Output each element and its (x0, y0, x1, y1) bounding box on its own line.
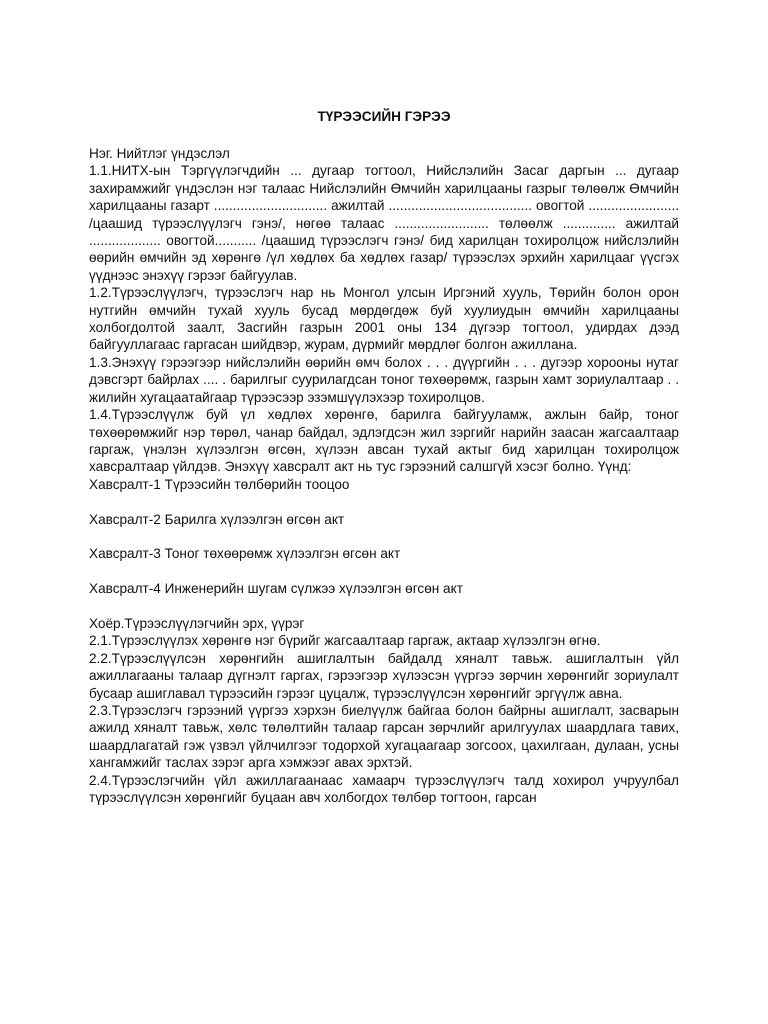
spacer (89, 493, 679, 510)
paragraph: 2.1.Түрээслүүлэх хөрөнгө нэг бүрийг жагсаалтаар гаргаж, актаар хүлээлгэн өгнө. (89, 633, 601, 649)
section-heading: Нэг. Нийтлэг үндэслэл (89, 146, 230, 161)
attachment-line: Хавсралт-3 Тоног төхөөрөмж хүлээлгэн өгсөн акт (89, 546, 401, 562)
attachment-line: Хавсралт-4 Инженерийн шугам сүлжээ хүлээлгэн өгсөн акт (89, 581, 463, 597)
section-heading: Хоёр.Түрээслүүлэгчийн эрх, үүрэг (89, 615, 305, 631)
paragraph: 2.4.Түрээслэгчийн үйл ажиллагаанаас хамаарч түрээслүүлэгч талд хохирол учруулбал түрээслүүлсэн хөрөнгийг буцаан авч холбогдох төлбөр тогтоон, гарсан (89, 772, 679, 805)
paragraph: 2.3.Түрээслэгч гэрээний үүргээ хэрхэн биелүүлж байгаа болон байрны ашиглалт, засварын ажилд хяналт тавьж, хөлс төлөлтийн талаар гарсан зөрчлийг арилгуулах шаардлага тавих, шаардлагатай гэж үзвэл үйлчилгээг тодорхой хугацаагаар зогсоох, цахилгаан, дулаан, усны хангамжийг таслах зэрэг арга хэмжээг авах эрхтэй. (89, 702, 679, 771)
paragraph: 1.4.Түрээслүүлж буй үл хөдлөх хөрөнгө, барилга байгууламж, ажлын байр, тоног төхөөрөмжийг нэр төрөл, чанар байдал, эдлэгдсэн жил зэргийг нарийн заасан жагсаалтаар гаргаж, үнэлэн хүлээлгэн өгсөн, хүлээн авсан тухай актыг бид харилцан тохиролцож хавсралтаар үйлдэв. Энэхүү хавсралт акт нь тус гэрээний салшгүй хэсэг болно. Үүнд: (89, 407, 679, 475)
spacer (89, 563, 679, 580)
document-body (89, 145, 679, 806)
spacer (89, 598, 679, 615)
paragraph: 1.1.НИТХ-ын Тэргүүлэгчдийн ... дугаар тогтоол, Нийслэлийн Засаг даргын ... дугаар захирамжийг үндэслэн нэг талаас Нийслэлийн Өмчийн харилцааны газрыг төлөөлж Өмчийн харилцааны газарт .............................. ажилтай ...................................... овогтой ........................ /цаашид түрээслүүлэгч гэнэ/, нөгөө талаас ......................... төлөөлж .............. ажилтай ................... овогтой........... /цаашид түрээслэгч гэнэ/ бид харилцан тохиролцож нийслэлийн өөрийн өмчийн эд хөрөнгө /үл хөдлөх ба хөдлөх газар/ түрээслэх эрхийн харилцааг үүсгэх үүднээс энэхүү гэрээг байгуулав. (89, 163, 679, 283)
attachment-line: Хавсралт-2 Барилга хүлээлгэн өгсөн акт (89, 511, 345, 527)
attachment-line: Хавсралт-1 Түрээсийн төлбөрийн тооцоо (89, 476, 350, 492)
paragraph: 1.2.Түрээслүүлэгч, түрээслэгч нар нь Монгол улсын Иргэний хууль, Төрийн болон орон нутгийн өмчийн тухай хууль бусад мөрдөгдөж буй хуулиудын өмчийн харилцааны холбогдолтой заалт, Засгийн газрын 2001 оны 134 дүгээр тогтоол, удирдах дээд байгууллагаас гаргасан шийдвэр, журам, дүрмийг мөрдлөг болгон ажиллана. (89, 285, 679, 353)
paragraph: 1.3.Энэхүү гэрээгээр нийслэлийн өөрийн өмч болох . . . дүүргийн . . . дугээр хорооны нутаг дэвсгэрт байрлах .... . барилгыг суурилагдсан тоног төхөөрөмж, газрын хамт зориулалтаар . . жилийн хугацаатайгаар түрээсээр эзэмшүүлэхээр тохиролцов. (89, 354, 679, 405)
document-title: ТҮРЭЭСИЙН ГЭРЭЭ (317, 109, 451, 124)
spacer (89, 528, 679, 545)
paragraph: 2.2.Түрээслүүлсэн хөрөнгийн ашиглалтын байдалд хяналт тавьж. ашиглалтын үйл ажиллагааны талаар дүгнэлт гаргах, гэрээгээр хүлээсэн үүргээ зөрчин хөрөнгийг зориулалт бусаар ашиглавал түрээсийн гэрээг цуцалж, түрээслүүлсэн хөрөнгийг эргүүлж авна. (89, 650, 679, 701)
